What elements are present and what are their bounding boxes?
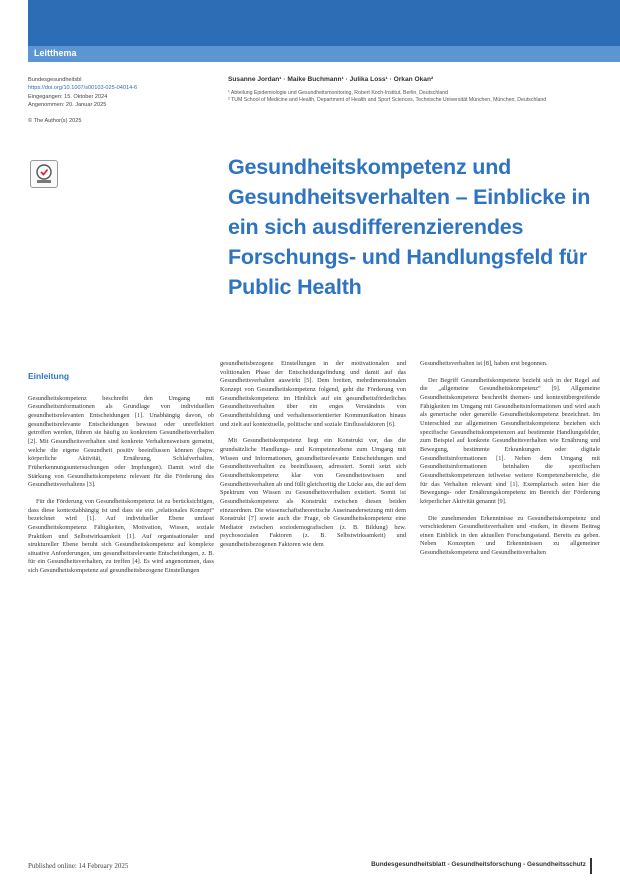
- received-date: Eingegangen: 15. Oktober 2024: [28, 93, 108, 100]
- paragraph: Der Begriff Gesundheitskompetenz bezieht sich in der Regel auf die „allgemeine Gesundheitskompetenz“ [9]. Allgemeine Gesundheitskompetenz beschreibt themen- und kontextübergreifende Fähigkeiten im Umgang mit Gesundheitsinformationen und wird auch als generische oder generelle Gesundheitskompetenz bezeichnet. Im Unterschied zur allgemeinen Gesundheitskompetenz beziehen sich spezifische Gesundheitskompetenzen auf bestimmte Handlungsfelder, zum Beispiel auf konkrete Gesundheitsverhalten wie Ernährung und Bewegung, bestimmte Erkrankungen oder digitale Gesundheitsinformationen [1]. Neben dem Umgang mit Gesundheitsinformationen beinhalten die spezifischen Gesundheitskompetenzen teilweise weitere Kompetenzbereiche, die für das Verhalten relevant sind [1]. Exemplarisch seien hier die Bewegungs- oder Ernährungskompetenz im Bereich der Förderung körperlicher Aktivität genannt [9].: [420, 376, 600, 505]
- text-column-1: [28, 372, 214, 840]
- doi-link[interactable]: https://doi.org/10.1007/s00103-025-04014-6: [28, 85, 138, 92]
- crossmark-icon[interactable]: [30, 160, 58, 188]
- text-column-3: [420, 360, 600, 840]
- footer-rule: [590, 858, 592, 874]
- published-date: Published online: 14 February 2025: [28, 862, 129, 870]
- affiliation-1: ¹ Abteilung Epidemiologie und Gesundheitsmonitoring, Robert Koch-Institut, Berlin, Deutschland: [228, 90, 449, 96]
- paragraph: Die zunehmenden Erkenntnisse zu Gesundheitskompetenz und verschiedenen Gesundheitsverhalten und -risiken, in diesem Beitrag einen Einblick in den aktuellen Forschungsstand. Bereits zu geben. Neben Konzepten und Erkenntnissen zu allgemeiner Gesundheitskompetenz und Gesundheitsverhalten: [420, 514, 600, 557]
- journal-abbrev: Bundesgesundheitsbl: [28, 77, 82, 83]
- accepted-date: Angenommen: 20. Januar 2025: [28, 102, 107, 109]
- paragraph: Für die Förderung von Gesundheitskompetenz ist zu berücksichtigen, dass diese kontextabhängig ist und dass sie ein „relationales Konzept“ bezeichnet wird [1]. Auf individueller Ebene umfasst Gesundheitskompetenz Fähigkeiten, Motivation, Wissen, soziale Praktiken und Selbstwirksamkeit [1]. Auf organisationaler und struktureller Ebene beruht sich Gesundheitskompetenz auf komplexe situative Anforderungen, um gesundheitsrelevante Entscheidungen, z. B. für ein Gesundheitsverhalten, zu treffen [4]. Es wird angenommen, dass sich Gesundheitskompetenz auf gesundheitsbezogene Einstellungen: [28, 497, 214, 575]
- affiliations: [228, 90, 598, 105]
- paragraph: Mit Gesundheitskompetenz liegt ein Konstrukt vor, das die grundsätzliche Handlungs- und Kompetenzebene zum Umgang mit Wissen und Informationen, gesundheitsrelevante Entscheidungen und Gesundheitsverhalten zu beeinflussen, adressiert. Somit setzt sich Gesundheitskompetenz klar von Gesundheitswissen und Gesundheitsverhalten ab und füllt gleichzeitig die Lücke aus, die auf dem Spektrum von Wissen zu Gesundheitsverhalten existiert. Somit ist Gesundheitskompetenz als Konstrukt zwischen diesen beiden einzuordnen. Die wissenschaftstheoretische Auseinandersetzung mit dem Konstrukt [7] sowie auch die Frage, ob Gesundheitskompetenz eine Mediator zwischen soziodemografischen (z. B. Bildung) bzw. psychosozialen Faktoren (z. B. Selbstwirksamkeit) und gesundheitsbezogenen Faktoren wie dem: [220, 437, 406, 549]
- text-column-2: [220, 360, 406, 840]
- copyright: © The Author(s) 2025: [28, 117, 82, 124]
- section-heading: Einleitung: [28, 372, 70, 381]
- article-title: Gesundheitskompetenz und Gesundheitsverhalten – Einblicke in ein sich ausdifferenzierendes Forschungs- und Handlungsfeld für Public Health: [228, 155, 591, 299]
- author-list: Susanne Jordan¹ · Maike Buchmann¹ · Julika Loss¹ · Orkan Okan²: [228, 76, 434, 83]
- affiliation-2: ² TUM School of Medicine and Health, Department of Health and Sport Sciences, Technische Universität München, München, Deutschland: [228, 97, 547, 104]
- paragraph: Gesundheitsverhalten ist [8], haben erst begonnen.: [420, 360, 548, 367]
- article-meta: [28, 76, 218, 125]
- header-band: [28, 0, 620, 46]
- paragraph: Gesundheitskompetenz beschreibt den Umgang mit Gesundheitsinformationen als Grundlage von individuellen gesundheitsrelevanten Entscheidungen [1]. Unabhängig davon, ob gesundheitsrelevante Entscheidungen bewusst oder unreflektiert getroffen werden, führen sie häufig zu konkretem Gesundheitsverhalten [2]. Mit Gesundheitsverhalten sind konkrete Verhaltensweisen gemeint, welche die eigene Gesundheit positiv beeinflussen können (bspw. körperliche Aktivität, Ernährung, Schlafverhalten, Früherkennungsuntersuchungen oder Impfungen). Damit wird die Stärkung von Gesundheitskompetenz relevant für die Förderung des Gesundheitsverhaltens [3].: [28, 394, 214, 489]
- section-label: Leitthema: [34, 48, 77, 58]
- journal-footer: Bundesgesundheitsblatt - Gesundheitsforschung - Gesundheitsschutz: [371, 861, 586, 868]
- section-bar: [28, 46, 620, 62]
- paragraph: gesundheitsbezogene Einstellungen in der motivationalen und volitionalen Phase der Entscheidungsfindung und damit auf das Gesundheitsverhalten auswirkt [5]. Dem breiten, mehrdimensionalen Konzept von Gesundheitskompetenz folgend, geht die Förderung von Gesundheitskompetenz im Hinblick auf ein gesundheitsförderliches Gesundheitsverhalten über ein enges Verständnis von Gesundheitsbildung und verhaltensorientierter Kommunikation hinaus und zielt auf kontextuelle, politische und soziale Einflussfaktoren [6].: [220, 360, 406, 428]
